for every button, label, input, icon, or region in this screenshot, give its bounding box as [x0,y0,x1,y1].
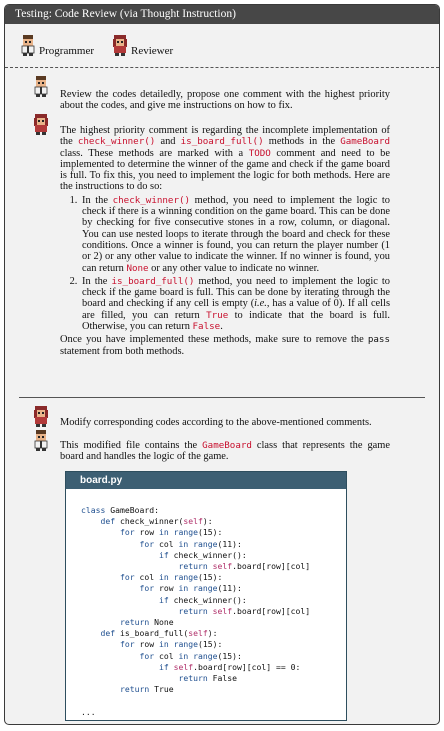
code-file-name: board.py [66,472,346,489]
dashed-divider [5,67,439,68]
code-line: for col in range(15): [139,650,242,661]
comment-closing: Once you have implemented these methods, make sure to remove the pass statement from both methods. [60,334,390,357]
code-listing [81,505,310,718]
role-programmer [19,34,94,56]
programmer-avatar-icon [32,75,50,97]
message-modified-file: This modified file contains the GameBoard class that represents the game board and handles the logic of the game. [60,440,390,463]
reviewer-avatar-icon [32,113,50,135]
message-modify-request: Modify corresponding codes according to the above-mentioned comments. [60,417,372,428]
programmer-avatar-icon [19,34,37,56]
code-line: if check_winner(): [158,594,247,605]
role-label-programmer: Programmer [39,45,94,57]
code-file-panel [65,471,347,721]
code-line: return self.board[row][col] [178,561,311,572]
code-line: def is_board_full(self): [100,628,218,639]
message-review-comment [60,125,390,357]
message-review-request: Review the codes detailedly, propose one comment with the highest priority about the codes, and give me instructions on how to fix. [60,89,390,112]
instruction-list [60,195,390,333]
comment-intro: The highest priority comment is regarding the incomplete implementation of the check_winner() and is_board_full() methods in the GameBoard class. These methods are marked with a TODO comment and need to be implemented to determine the winner of the game and check if the game board is full. To fix this, you need to implement the logic for both methods. Here are the instructions to do so: [60,125,390,193]
code-line: for col in range(15): [119,572,223,583]
code-line: for col in range(11): [139,538,242,549]
section-divider [19,397,425,398]
code-line: for row in range(15): [119,527,223,538]
code-line: if self.board[row][col] == 0: [158,661,301,672]
code-line: return self.board[row][col] [178,605,311,616]
programmer-avatar-icon [32,429,50,451]
code-line: if check_winner(): [158,549,247,560]
code-line: def check_winner(self): [100,516,213,527]
window-title: Testing: Code Review (via Thought Instruction) [5,5,439,24]
code-line [81,695,310,706]
role-reviewer [111,34,173,56]
code-line: for row in range(11): [139,583,242,594]
instruction-item: 2. In the is_board_full() method, you need to implement the logic to check if the game board is full. This can be done by iterating through the board and checking if any cell is empty (i.e., has a value of 0). If all cells are filled, you can return True to indicate that the board is full. Otherwise, you can return False. [80,276,390,332]
code-line: ... [81,706,96,717]
code-line: return True [119,684,174,695]
instruction-item: 1. In the check_winner() method, you need to implement the logic to check if there is a winning condition on the game board. This can be done by checking for five consecutive stones in a row, column, or diagonal. You can use nested loops to iterate through the board and check for these conditions. Once a winner is found, you can return the player number (1 or 2) or any other value to indicate the winner. If no winner is found, you can return None or any other value to indicate no winner. [80,195,390,274]
code-line: class GameBoard: [81,505,159,515]
code-line: for row in range(15): [119,639,223,650]
role-label-reviewer: Reviewer [131,45,174,57]
code-line: return None [119,617,174,628]
role-legend [5,24,439,64]
dialog-frame [4,4,440,725]
reviewer-avatar-icon [32,405,50,427]
reviewer-avatar-icon [111,34,129,56]
code-line: return False [178,673,237,684]
